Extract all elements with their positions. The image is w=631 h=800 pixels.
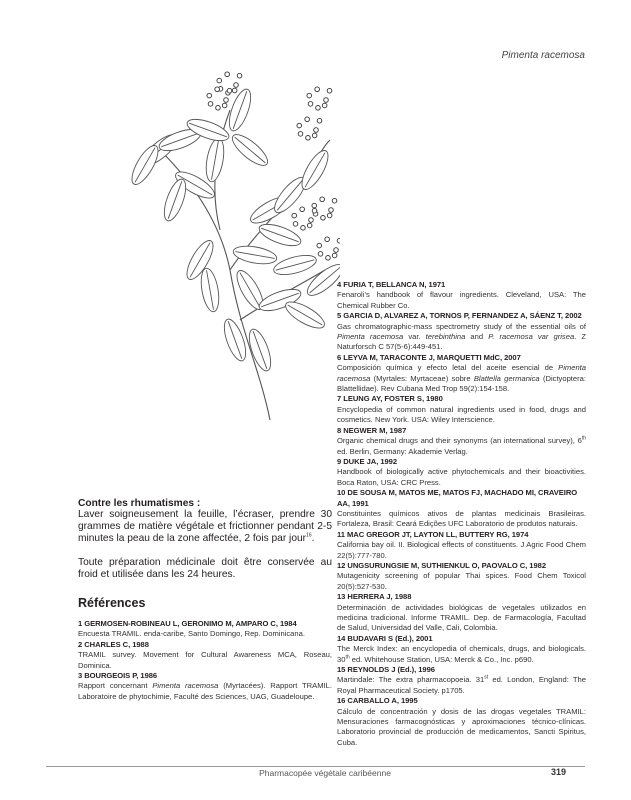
berry — [307, 93, 312, 98]
berry — [321, 215, 326, 220]
reference-body: Martindale: The extra pharmacopoeia. 31st ed. London, England: The Royal Pharmaceutical Society. p1705. — [337, 674, 586, 695]
berry — [232, 88, 237, 93]
reference-item — [337, 488, 586, 530]
berry — [318, 252, 323, 257]
berry — [326, 255, 331, 260]
berry — [300, 207, 305, 212]
reference-body: Organic chemical drugs and their synonyms (an international survey), 6th ed. Berlin, Germany: Akademie Verlag. — [337, 435, 586, 456]
berry — [332, 253, 337, 258]
reference-body: TRAMIL survey. Movement for Cultural Awareness MCA, Roseau, Dominica. — [78, 650, 332, 670]
reference-heading: 11 MAC GREGOR JT, LAYTON LL, BUTTERY RG, 1974 — [337, 529, 529, 539]
berry — [314, 128, 319, 133]
reference-heading: 4 FURIA T, BELLANCA N, 1971 — [337, 280, 446, 289]
reference-body: Determinación de actividades biológicas de vegetales utilizados en medicina tradicional. Informe TRAMIL. Dep. de Farmacología, Facultad de Salud, Universidad del Valle, Cali, Colombia. — [337, 602, 586, 633]
berry — [320, 197, 325, 202]
footer-divider — [46, 766, 585, 767]
reference-body: Cálculo de concentración y dosis de las drogas vegetales TRAMIL: Mensuraciones farmacognósticas y aproximaciones técnico-clínicas. Laboratorio provincial de producción de medicamentos, Sancti Spiritus, Cuba. — [337, 706, 586, 747]
reference-body: Constituintes químicos ativos de plantas medicinais Brasileiras. Fortaleza, Brasil: Ceará Edições UFC Laboratorio de produtos naturais. — [337, 508, 586, 529]
reference-item — [78, 619, 332, 640]
berry — [305, 117, 310, 122]
reference-heading: 15 REYNOLDS J (Ed.), 1996 — [337, 665, 435, 675]
right-column — [337, 280, 586, 748]
berry — [332, 198, 337, 203]
berry — [224, 98, 229, 103]
reference-heading: 2 CHARLES C, 1988 — [78, 639, 149, 649]
reference-heading: 1 GERMOSEN-ROBINEAU L, GERONIMO M, AMPARO C, 1984 — [78, 619, 297, 629]
reference-heading: 16 CARBALLO A, 1995 — [337, 696, 418, 706]
reference-item — [337, 280, 586, 311]
berry — [308, 102, 313, 107]
book-title: Pharmacopée végétale caribéenne — [259, 768, 391, 778]
reference-body: The Merck Index: an encyclopedia of chemicals, drugs, and biologicals. 30th ed. Whitehouse Station, USA: Merck & Co., Inc. p690. — [337, 644, 586, 664]
reference-item — [337, 457, 586, 488]
reference-body: Encuesta TRAMIL. enda-caribe, Santo Domingo, Rep. Dominicana. — [78, 629, 305, 639]
berry — [334, 248, 339, 253]
berry — [216, 105, 221, 110]
conservation-note: Toute préparation médicinale doit être conservée au froid et utilisée dans les 24 heures. — [78, 556, 332, 580]
reference-body: Handbook of biologically active phytochemicals and their bioactivities. Boca Raton, USA: CRC Press. — [337, 467, 586, 487]
berry — [297, 123, 302, 128]
berry — [298, 132, 303, 137]
reference-body: Encyclopedia of common natural ingredients used in food, drugs and cosmetics. New York. USA: Wiley Interscience. — [337, 404, 586, 425]
berry — [337, 238, 340, 243]
berry — [225, 72, 230, 77]
berry — [237, 73, 242, 78]
reference-item — [337, 665, 586, 696]
references-list-right — [337, 280, 586, 748]
reference-heading: 12 UNGSURUNGSIE M, SUTHIENKUL O, PAOVALO C, 1982 — [337, 560, 546, 570]
references-list-left — [78, 619, 332, 702]
reference-body: Mutagenicity screening of popular Thai spices. Food Chem Toxicol 20(5):527-530. — [337, 571, 586, 591]
reference-body: Rapport concernant Pimenta racemosa (Myrtacées). Rapport TRAMIL. Laboratoire de phytochimie, Faculté des Sciences, UAG, Guadeloupe. — [78, 681, 332, 701]
reference-heading: 10 DE SOUSA M, MATOS ME, MATOS FJ, MACHADO MI, CRAVEIRO AA, 1991 — [337, 488, 578, 508]
berry — [315, 87, 320, 92]
reference-item — [337, 311, 586, 353]
reference-item — [337, 353, 586, 395]
berry — [312, 133, 317, 138]
reference-item — [337, 634, 586, 665]
reference-body: Fenaroli’s handbook of flavour ingredients. Cleveland, USA: The Chemical Rubber Co. — [337, 290, 586, 310]
reference-body: California bay oil. II. Biological effects of constituents. J Agric Food Chem 22(5):777-780. — [337, 540, 586, 560]
references-title: Références — [78, 596, 146, 611]
reference-heading: 9 DUKE JA, 1992 — [337, 456, 398, 466]
reference-heading: 3 BOURGEOIS P, 1986 — [78, 671, 158, 681]
reference-item — [337, 426, 586, 457]
berry — [208, 102, 213, 107]
berry — [234, 83, 239, 88]
reference-body: Gas chromatographic-mass spectrometry study of the essential oils of Pimenta racemosa var. terebinthina and P. racemosa var grisea. Z Naturforsch C 57(5-6):449-451. — [337, 321, 587, 352]
berry — [215, 87, 220, 92]
reference-item — [78, 640, 332, 671]
berry — [324, 98, 329, 103]
berry — [317, 118, 322, 123]
usage-text: Laver soigneusement la feuille, l’écraser, prendre 30 grammes de matière végétale et frictionner pendant 2-5 minutes la peau de la zone affectée, 2 fois par jour$^{16}$. — [78, 509, 332, 545]
left-column — [78, 498, 332, 702]
berry — [322, 103, 327, 108]
reference-heading: 8 NEGWER M, 1987 — [337, 425, 407, 435]
leaves — [127, 87, 340, 374]
berry — [317, 243, 322, 248]
berry — [222, 103, 227, 108]
berry — [312, 203, 317, 208]
berry — [227, 88, 232, 93]
reference-heading: 7 LEUNG AY, FOSTER S, 1980 — [337, 394, 443, 404]
berry — [207, 93, 212, 98]
berry — [329, 208, 334, 213]
berry — [327, 213, 332, 218]
reference-heading: 14 BUDAVARI S (Ed.), 2001 — [337, 633, 433, 643]
reference-item — [337, 592, 586, 634]
berry — [309, 218, 314, 223]
berry — [325, 237, 330, 242]
berry — [306, 135, 311, 140]
reference-heading: 5 GARCIA D, ALVAREZ A, TORNOS P, FERNANDEZ A, SÁENZ T, 2002 — [337, 311, 582, 321]
reference-heading: 13 HERRERA J, 1988 — [337, 592, 412, 602]
reference-heading: 6 LEYVA M, TARACONTE J, MARQUETTI MdC, 2007 — [337, 352, 521, 362]
berry — [301, 225, 306, 230]
reference-item — [337, 696, 586, 748]
berry — [217, 78, 222, 83]
reference-body: Composición química y efecto letal del aceite esencial de Pimenta racemosa (Myrtales: Myrtaceae) sobre Blattella germanica (Dictyoptera: Blattellidae). Rev Cubana Med Trop 59(2):154-158. — [337, 363, 586, 394]
berry — [292, 213, 297, 218]
berry — [307, 223, 312, 228]
berry — [327, 88, 332, 93]
berry — [293, 222, 298, 227]
reference-item — [337, 530, 586, 561]
page-number: 319 — [551, 767, 567, 777]
reference-item — [337, 561, 586, 592]
plant-illustration — [120, 70, 340, 430]
reference-item — [78, 671, 332, 702]
usage-title: Contre les rhumatismes : — [78, 498, 201, 509]
running-title: Pimenta racemosa — [501, 50, 585, 61]
berry — [312, 208, 317, 213]
berry — [316, 105, 321, 110]
reference-item — [337, 394, 586, 425]
